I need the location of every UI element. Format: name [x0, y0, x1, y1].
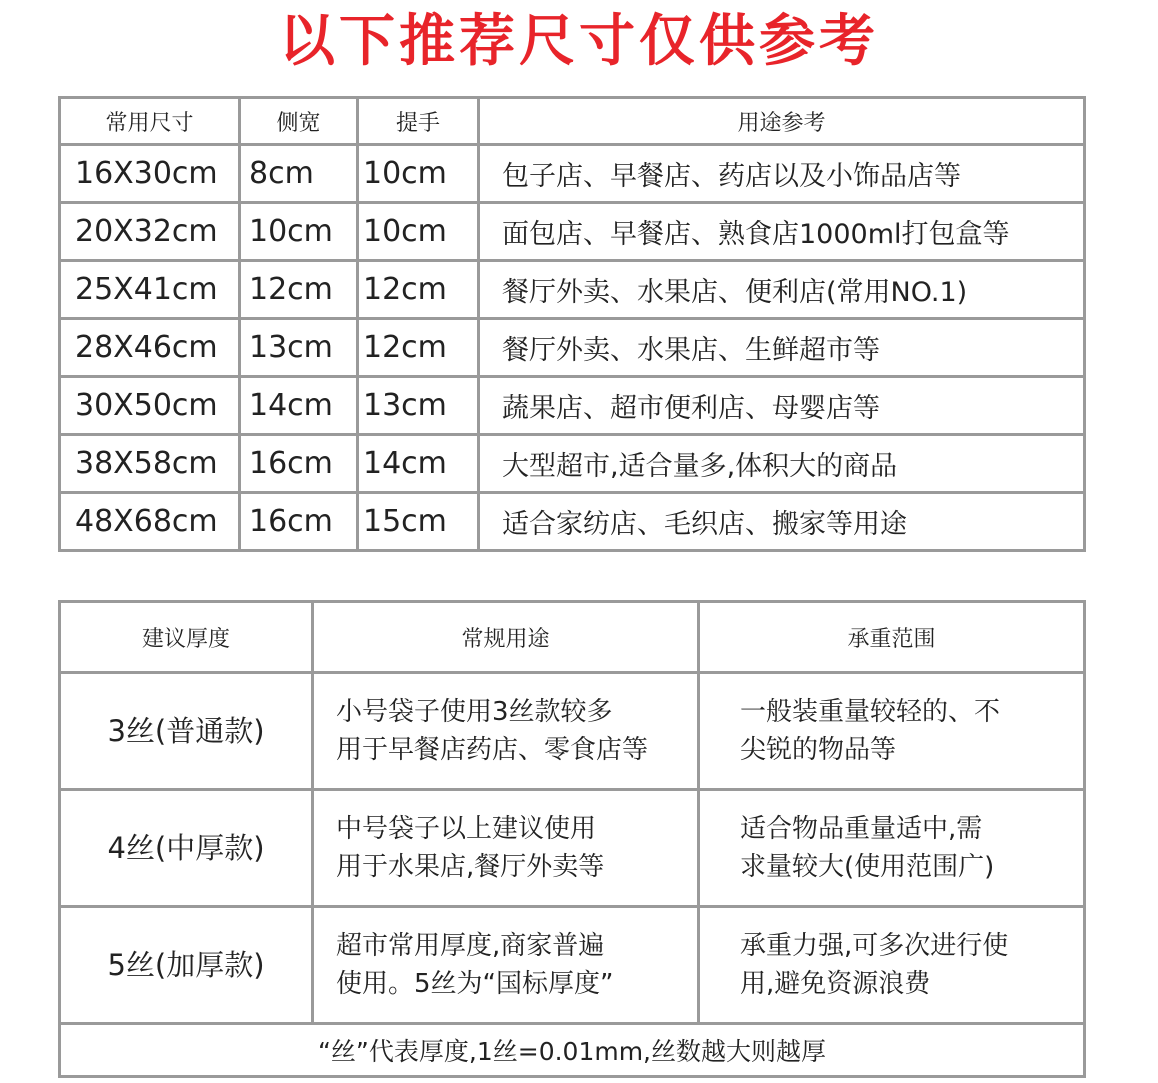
usage-cell-line: 超市常用厚度,商家普遍 — [336, 931, 605, 961]
table-row — [60, 261, 1085, 319]
table-row — [60, 435, 1085, 493]
handle-cell: 13cm — [358, 377, 479, 435]
load-range-cell-line: 求量较大(使用范围广) — [740, 852, 995, 882]
handle-cell: 12cm — [358, 319, 479, 377]
usage-cell: 大型超市,适合量多,体积大的商品 — [479, 435, 1085, 493]
side-width-cell: 10cm — [240, 203, 358, 261]
handle-cell: 14cm — [358, 435, 479, 493]
header-suggested-thickness: 建议厚度 — [60, 602, 313, 673]
load-range-cell-line: 用,避免资源浪费 — [740, 969, 931, 999]
size-cell: 20X32cm — [60, 203, 240, 261]
side-width-cell: 14cm — [240, 377, 358, 435]
thickness-cell: 4丝(中厚款) — [60, 790, 313, 907]
table-row — [60, 377, 1085, 435]
header-side-width: 侧宽 — [240, 98, 358, 145]
thickness-table — [58, 600, 1086, 1078]
usage-cell-line: 用于早餐店药店、零食店等 — [336, 735, 649, 765]
usage-cell — [313, 907, 699, 1024]
table-row — [60, 790, 1085, 907]
handle-cell: 10cm — [358, 145, 479, 203]
load-range-cell — [699, 790, 1085, 907]
size-cell: 25X41cm — [60, 261, 240, 319]
table-row — [60, 493, 1085, 551]
thickness-cell: 3丝(普通款) — [60, 673, 313, 790]
page-title: 以下推荐尺寸仅供参考 — [279, 9, 879, 74]
usage-cell-line: 使用。5丝为“国标厚度” — [336, 969, 614, 999]
load-range-cell-line: 一般装重量较轻的、不 — [740, 697, 1001, 727]
load-range-cell-line: 尖锐的物品等 — [740, 735, 897, 765]
header-handle: 提手 — [358, 98, 479, 145]
side-width-cell: 8cm — [240, 145, 358, 203]
usage-cell: 蔬果店、超市便利店、母婴店等 — [479, 377, 1085, 435]
table-row — [60, 907, 1085, 1024]
side-width-cell: 16cm — [240, 435, 358, 493]
thickness-cell: 5丝(加厚款) — [60, 907, 313, 1024]
load-range-cell — [699, 673, 1085, 790]
usage-cell-line: 中号袋子以上建议使用 — [336, 814, 597, 844]
load-range-cell-line: 承重力强,可多次进行使 — [740, 931, 1009, 961]
handle-cell: 12cm — [358, 261, 479, 319]
load-range-cell-line: 适合物品重量适中,需 — [740, 814, 983, 844]
usage-cell: 面包店、早餐店、熟食店1000ml打包盒等 — [479, 203, 1085, 261]
usage-cell-line: 用于水果店,餐厅外卖等 — [336, 852, 605, 882]
usage-cell-line: 小号袋子使用3丝款较多 — [336, 697, 613, 727]
usage-cell: 适合家纺店、毛织店、搬家等用途 — [479, 493, 1085, 551]
usage-cell — [313, 790, 699, 907]
table-row — [60, 673, 1085, 790]
table-header-row — [60, 98, 1085, 145]
table-row — [60, 319, 1085, 377]
size-cell: 48X68cm — [60, 493, 240, 551]
side-width-cell: 12cm — [240, 261, 358, 319]
size-recommendation-table — [58, 96, 1086, 552]
usage-cell: 餐厅外卖、水果店、生鲜超市等 — [479, 319, 1085, 377]
footnote-row — [60, 1024, 1085, 1077]
header-usage-reference: 用途参考 — [479, 98, 1085, 145]
size-cell: 38X58cm — [60, 435, 240, 493]
size-cell: 16X30cm — [60, 145, 240, 203]
side-width-cell: 16cm — [240, 493, 358, 551]
table-row — [60, 203, 1085, 261]
table-header-row — [60, 602, 1085, 673]
header-regular-usage: 常规用途 — [313, 602, 699, 673]
usage-cell: 包子店、早餐店、药店以及小饰品店等 — [479, 145, 1085, 203]
handle-cell: 10cm — [358, 203, 479, 261]
footnote: “丝”代表厚度,1丝=0.01mm,丝数越大则越厚 — [60, 1024, 1085, 1077]
handle-cell: 15cm — [358, 493, 479, 551]
header-load-range: 承重范围 — [699, 602, 1085, 673]
usage-cell — [313, 673, 699, 790]
size-cell: 30X50cm — [60, 377, 240, 435]
usage-cell: 餐厅外卖、水果店、便利店(常用NO.1) — [479, 261, 1085, 319]
load-range-cell — [699, 907, 1085, 1024]
side-width-cell: 13cm — [240, 319, 358, 377]
size-cell: 28X46cm — [60, 319, 240, 377]
table-row — [60, 145, 1085, 203]
header-common-size: 常用尺寸 — [60, 98, 240, 145]
